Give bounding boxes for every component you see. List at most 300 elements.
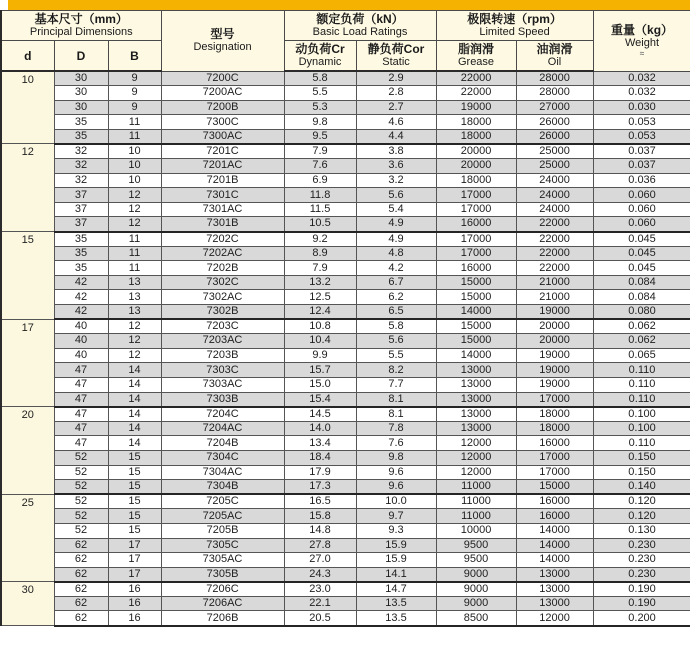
B-cell: 15 [108,450,161,465]
designation-cell: 7300C [161,115,284,130]
dynamic-load-cell: 14.0 [284,421,356,436]
B-cell: 10 [108,173,161,188]
grease-speed-cell: 22000 [436,86,516,101]
header-col-d: d [1,41,54,72]
d-group-cell: 17 [1,319,54,407]
D-cell: 62 [54,582,108,597]
dynamic-load-cell: 23.0 [284,582,356,597]
designation-cell: 7300AC [161,129,284,144]
grease-speed-cell: 16000 [436,261,516,276]
grease-speed-cell: 9000 [436,582,516,597]
B-cell: 11 [108,115,161,130]
oil-speed-cell: 13000 [516,582,593,597]
static-load-cell: 14.7 [356,582,436,597]
B-cell: 12 [108,334,161,349]
grease-speed-cell: 14000 [436,348,516,363]
weight-cell: 0.110 [593,392,690,407]
dynamic-load-cell: 14.8 [284,523,356,538]
static-load-cell: 7.6 [356,436,436,451]
D-cell: 32 [54,159,108,174]
designation-cell: 7301C [161,188,284,203]
grease-speed-cell: 12000 [436,465,516,480]
table-row [1,582,690,597]
D-cell: 32 [54,144,108,159]
grease-speed-cell: 13000 [436,392,516,407]
weight-cell: 0.032 [593,71,690,86]
dynamic-load-cell: 24.3 [284,567,356,582]
grease-speed-cell: 13000 [436,377,516,392]
dynamic-load-cell: 17.3 [284,480,356,495]
oil-speed-cell: 19000 [516,377,593,392]
dynamic-load-cell: 5.8 [284,71,356,86]
header-col-grease [436,41,516,72]
table-row [1,480,690,495]
static-load-cell: 6.7 [356,275,436,290]
header-col-D: D [54,41,108,72]
oil-speed-cell: 15000 [516,480,593,495]
designation-en: Designation [193,41,252,54]
weight-cell: 0.062 [593,319,690,334]
static-load-cell: 9.3 [356,523,436,538]
table-row [1,509,690,524]
D-cell: 52 [54,480,108,495]
B-cell: 12 [108,202,161,217]
grease-speed-cell: 15000 [436,275,516,290]
grease-speed-cell: 20000 [436,144,516,159]
B-cell: 15 [108,509,161,524]
D-cell: 62 [54,567,108,582]
oil-speed-cell: 25000 [516,144,593,159]
designation-cell: 7204C [161,407,284,422]
grease-speed-cell: 9500 [436,538,516,553]
weight-cell: 0.140 [593,480,690,495]
oil-speed-cell: 26000 [516,115,593,130]
table-row [1,100,690,115]
oil-speed-cell: 26000 [516,129,593,144]
B-cell: 11 [108,246,161,261]
designation-cell: 7204AC [161,421,284,436]
grease-speed-cell: 15000 [436,290,516,305]
designation-cell: 7302B [161,305,284,320]
header-principal-dimensions [1,11,161,41]
B-cell: 17 [108,567,161,582]
static-load-cell: 4.4 [356,129,436,144]
oil-speed-cell: 20000 [516,319,593,334]
D-cell: 30 [54,86,108,101]
table-row [1,334,690,349]
oil-speed-cell: 28000 [516,71,593,86]
weight-cell: 0.062 [593,334,690,349]
D-cell: 35 [54,129,108,144]
designation-cell: 7201AC [161,159,284,174]
D-cell: 62 [54,538,108,553]
dynamic-load-cell: 15.4 [284,392,356,407]
weight-cell: 0.230 [593,567,690,582]
designation-cell: 7303B [161,392,284,407]
B-cell: 12 [108,348,161,363]
weight-cell: 0.230 [593,538,690,553]
designation-cell: 7200C [161,71,284,86]
table-row [1,377,690,392]
table-header [1,11,690,72]
grease-speed-cell: 14000 [436,305,516,320]
header-col-B: B [108,41,161,72]
oil-speed-cell: 21000 [516,275,593,290]
static-load-cell: 7.8 [356,421,436,436]
header-col-static [356,41,436,72]
weight-cell: 0.100 [593,407,690,422]
B-cell: 15 [108,523,161,538]
designation-cell: 7206AC [161,596,284,611]
oil-speed-cell: 14000 [516,553,593,568]
table-row [1,290,690,305]
static-load-cell: 9.6 [356,480,436,495]
D-cell: 62 [54,553,108,568]
B-cell: 15 [108,480,161,495]
grease-speed-cell: 15000 [436,334,516,349]
dynamic-load-cell: 15.0 [284,377,356,392]
d-group-cell: 15 [1,232,54,320]
grease-speed-cell: 18000 [436,173,516,188]
header-col-dynamic [284,41,356,72]
B-cell: 12 [108,217,161,232]
oil-speed-cell: 18000 [516,421,593,436]
grease-speed-cell: 12000 [436,436,516,451]
weight-cell: 0.045 [593,261,690,276]
dynamic-load-cell: 7.6 [284,159,356,174]
d-group-cell: 10 [1,71,54,144]
designation-cell: 7205B [161,523,284,538]
dynamic-load-cell: 13.2 [284,275,356,290]
oil-speed-cell: 18000 [516,407,593,422]
table-row [1,421,690,436]
dynamic-load-cell: 11.5 [284,202,356,217]
table-row [1,129,690,144]
static-load-cell: 14.1 [356,567,436,582]
D-cell: 62 [54,596,108,611]
weight-en: Weight [625,37,660,50]
D-cell: 62 [54,611,108,626]
table-row [1,611,690,626]
header-basic-load-ratings [284,11,436,41]
table-row [1,392,690,407]
static-load-cell: 10.0 [356,494,436,509]
basic-load-zh: 额定负荷（kN） [316,12,404,26]
D-cell: 47 [54,377,108,392]
weight-cell: 0.053 [593,115,690,130]
dynamic-load-cell: 22.1 [284,596,356,611]
grease-speed-cell: 18000 [436,115,516,130]
oil-speed-cell: 22000 [516,232,593,247]
static-load-cell: 5.6 [356,334,436,349]
weight-cell: 0.084 [593,290,690,305]
B-cell: 14 [108,421,161,436]
B-cell: 9 [108,86,161,101]
table-row [1,523,690,538]
dynamic-load-cell: 5.3 [284,100,356,115]
dynamic-load-cell: 16.5 [284,494,356,509]
weight-cell: 0.045 [593,232,690,247]
designation-cell: 7200AC [161,86,284,101]
dynamic-load-cell: 14.5 [284,407,356,422]
weight-cell: 0.150 [593,465,690,480]
weight-cell: 0.130 [593,523,690,538]
static-load-cell: 5.5 [356,348,436,363]
designation-cell: 7302C [161,275,284,290]
static-load-cell: 4.9 [356,232,436,247]
grease-speed-cell: 8500 [436,611,516,626]
grease-speed-cell: 19000 [436,100,516,115]
oil-speed-cell: 17000 [516,392,593,407]
weight-cell: 0.032 [593,86,690,101]
dynamic-load-cell: 10.4 [284,334,356,349]
oil-speed-cell: 19000 [516,363,593,378]
B-cell: 16 [108,611,161,626]
B-cell: 10 [108,159,161,174]
D-cell: 52 [54,450,108,465]
weight-cell: 0.030 [593,100,690,115]
oil-speed-cell: 27000 [516,100,593,115]
top-accent-bar [8,0,690,10]
grease-speed-cell: 13000 [436,363,516,378]
weight-cell: 0.110 [593,377,690,392]
header-col-oil [516,41,593,72]
B-cell: 17 [108,553,161,568]
B-cell: 9 [108,100,161,115]
designation-cell: 7304C [161,450,284,465]
oil-speed-cell: 22000 [516,217,593,232]
dynamic-load-cell: 13.4 [284,436,356,451]
static-load-cell: 5.8 [356,319,436,334]
oil-speed-cell: 21000 [516,290,593,305]
D-cell: 30 [54,71,108,86]
B-cell: 10 [108,144,161,159]
oil-speed-cell: 16000 [516,509,593,524]
grease-speed-cell: 18000 [436,129,516,144]
grease-speed-cell: 11000 [436,509,516,524]
d-group-cell: 20 [1,407,54,495]
static-zh: 静负荷Cor [367,42,425,56]
dynamic-en: Dynamic [298,56,342,68]
static-load-cell: 9.6 [356,465,436,480]
designation-cell: 7305B [161,567,284,582]
static-en: Static [382,56,410,68]
B-cell: 15 [108,494,161,509]
designation-cell: 7201B [161,173,284,188]
dynamic-load-cell: 17.9 [284,465,356,480]
grease-speed-cell: 17000 [436,188,516,203]
designation-cell: 7203B [161,348,284,363]
table-row [1,553,690,568]
static-load-cell: 15.9 [356,553,436,568]
grease-speed-cell: 9000 [436,567,516,582]
table-row [1,115,690,130]
weight-cell: 0.230 [593,553,690,568]
grease-speed-cell: 13000 [436,407,516,422]
oil-speed-cell: 17000 [516,465,593,480]
dynamic-load-cell: 11.8 [284,188,356,203]
weight-cell: 0.080 [593,305,690,320]
static-load-cell: 4.6 [356,115,436,130]
table-row [1,217,690,232]
oil-en: Oil [547,56,562,68]
dynamic-load-cell: 15.8 [284,509,356,524]
table-row [1,173,690,188]
oil-speed-cell: 12000 [516,611,593,626]
static-load-cell: 3.2 [356,173,436,188]
oil-speed-cell: 16000 [516,436,593,451]
d-group-cell: 30 [1,582,54,626]
static-load-cell: 8.2 [356,363,436,378]
weight-cell: 0.060 [593,202,690,217]
static-load-cell: 6.5 [356,305,436,320]
principal-dimensions-zh: 基本尺寸（mm） [34,12,128,26]
D-cell: 42 [54,290,108,305]
designation-cell: 7304AC [161,465,284,480]
grease-speed-cell: 13000 [436,421,516,436]
D-cell: 42 [54,275,108,290]
D-cell: 40 [54,348,108,363]
dynamic-zh: 动负荷Cr [295,42,345,56]
grease-zh: 脂润滑 [458,42,495,56]
oil-speed-cell: 16000 [516,494,593,509]
weight-cell: 0.120 [593,509,690,524]
static-load-cell: 2.7 [356,100,436,115]
dynamic-load-cell: 27.0 [284,553,356,568]
bearing-spec-table [0,10,690,627]
weight-cell: 0.190 [593,596,690,611]
grease-speed-cell: 12000 [436,450,516,465]
designation-cell: 7202B [161,261,284,276]
D-cell: 52 [54,523,108,538]
static-load-cell: 15.9 [356,538,436,553]
dynamic-load-cell: 12.4 [284,305,356,320]
weight-zh: 重量（kg） [611,23,674,38]
B-cell: 11 [108,261,161,276]
weight-cell: 0.200 [593,611,690,626]
oil-speed-cell: 22000 [516,246,593,261]
designation-cell: 7204B [161,436,284,451]
designation-cell: 7201C [161,144,284,159]
table-row [1,567,690,582]
weight-cell: 0.110 [593,436,690,451]
B-cell: 11 [108,129,161,144]
table-row [1,465,690,480]
D-cell: 52 [54,509,108,524]
weight-cell: 0.053 [593,129,690,144]
D-cell: 35 [54,246,108,261]
oil-speed-cell: 24000 [516,188,593,203]
designation-cell: 7304B [161,480,284,495]
grease-speed-cell: 15000 [436,319,516,334]
table-row [1,407,690,422]
designation-cell: 7301AC [161,202,284,217]
dynamic-load-cell: 6.9 [284,173,356,188]
grease-speed-cell: 11000 [436,480,516,495]
static-load-cell: 2.8 [356,86,436,101]
designation-cell: 7203AC [161,334,284,349]
table-row [1,450,690,465]
table-row [1,436,690,451]
designation-cell: 7303AC [161,377,284,392]
grease-speed-cell: 10000 [436,523,516,538]
weight-cell: 0.150 [593,450,690,465]
B-cell: 14 [108,363,161,378]
table-row [1,71,690,86]
oil-speed-cell: 17000 [516,450,593,465]
static-load-cell: 13.5 [356,596,436,611]
table-row [1,246,690,261]
weight-cell: 0.100 [593,421,690,436]
grease-speed-cell: 9500 [436,553,516,568]
static-load-cell: 3.6 [356,159,436,174]
D-cell: 37 [54,202,108,217]
D-cell: 47 [54,421,108,436]
designation-cell: 7305AC [161,553,284,568]
dynamic-load-cell: 12.5 [284,290,356,305]
D-cell: 52 [54,465,108,480]
table-row [1,494,690,509]
grease-en: Grease [457,56,495,68]
dynamic-load-cell: 27.8 [284,538,356,553]
D-cell: 30 [54,100,108,115]
designation-cell: 7202AC [161,246,284,261]
static-load-cell: 6.2 [356,290,436,305]
weight-cell: 0.120 [593,494,690,509]
designation-cell: 7301B [161,217,284,232]
dynamic-load-cell: 20.5 [284,611,356,626]
oil-speed-cell: 19000 [516,348,593,363]
table-row [1,538,690,553]
B-cell: 11 [108,232,161,247]
table-row [1,261,690,276]
limited-speed-zh: 极限转速（rpm） [467,12,562,26]
weight-cell: 0.045 [593,246,690,261]
weight-cell: 0.110 [593,363,690,378]
designation-zh: 型号 [210,27,235,42]
table-row [1,159,690,174]
static-load-cell: 5.4 [356,202,436,217]
designation-cell: 7205C [161,494,284,509]
static-load-cell: 8.1 [356,407,436,422]
principal-dimensions-en: Principal Dimensions [29,26,133,38]
grease-speed-cell: 17000 [436,202,516,217]
designation-cell: 7202C [161,232,284,247]
D-cell: 47 [54,363,108,378]
B-cell: 13 [108,305,161,320]
grease-speed-cell: 17000 [436,232,516,247]
oil-speed-cell: 13000 [516,567,593,582]
static-load-cell: 4.8 [356,246,436,261]
header-limited-speed [436,11,593,41]
weight-approx-symbol: ≈ [639,49,645,59]
oil-speed-cell: 28000 [516,86,593,101]
weight-cell: 0.060 [593,188,690,203]
static-load-cell: 7.7 [356,377,436,392]
table-row [1,363,690,378]
static-load-cell: 2.9 [356,71,436,86]
D-cell: 52 [54,494,108,509]
weight-cell: 0.037 [593,144,690,159]
static-load-cell: 9.8 [356,450,436,465]
B-cell: 14 [108,392,161,407]
D-cell: 35 [54,115,108,130]
oil-zh: 油润滑 [536,42,573,56]
table-row [1,188,690,203]
weight-cell: 0.037 [593,159,690,174]
D-cell: 32 [54,173,108,188]
D-cell: 47 [54,436,108,451]
